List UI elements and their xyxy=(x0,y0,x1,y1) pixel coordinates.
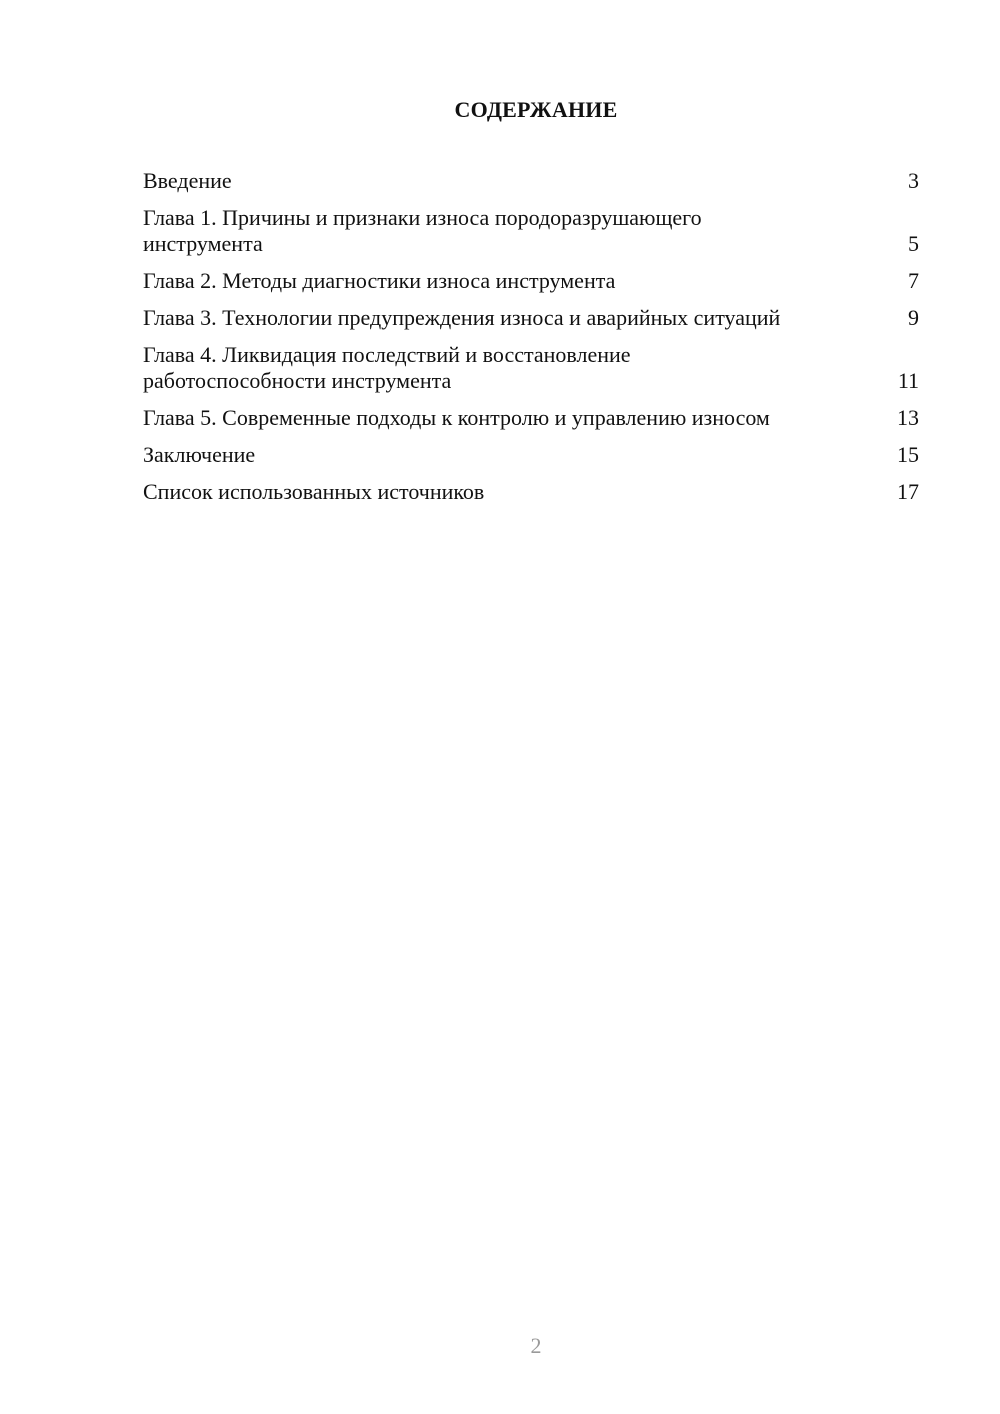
table-of-contents xyxy=(143,168,919,516)
toc-entry-title: Глава 1. Причины и признаки износа породоразрушающего инструмента xyxy=(143,205,702,256)
page-number: 2 xyxy=(530,1333,542,1358)
toc-entry-page-number: 3 xyxy=(908,168,919,193)
toc-entry-chapter-2 xyxy=(143,268,919,294)
toc-entry-page-number: 15 xyxy=(897,442,919,467)
toc-entry-chapter-5 xyxy=(143,405,919,431)
toc-entry-introduction xyxy=(143,168,919,194)
page-title: СОДЕРЖАНИЕ xyxy=(454,97,618,122)
toc-entry-conclusion xyxy=(143,442,919,468)
toc-entry-chapter-1 xyxy=(143,205,919,257)
toc-entry-title: Глава 2. Методы диагностики износа инструмента xyxy=(143,268,616,293)
toc-entry-chapter-3 xyxy=(143,305,919,331)
toc-entry-page-number: 9 xyxy=(908,305,919,330)
toc-entry-title: Введение xyxy=(143,168,232,193)
toc-entry-references xyxy=(143,479,919,505)
toc-entry-page-number: 7 xyxy=(908,268,919,293)
toc-entry-title: Глава 3. Технологии предупреждения износа и аварийных ситуаций xyxy=(143,305,781,330)
toc-entry-page-number: 17 xyxy=(897,479,919,504)
toc-entry-title: Заключение xyxy=(143,442,256,467)
toc-entry-title: Глава 5. Современные подходы к контролю и управлению износом xyxy=(143,405,770,430)
toc-entry-title: Глава 4. Ликвидация последствий и восстановление работоспособности инструмента xyxy=(143,342,631,393)
toc-entry-page-number: 13 xyxy=(897,405,919,430)
toc-entry-title: Список использованных источников xyxy=(143,479,485,504)
toc-entry-page-number: 11 xyxy=(897,368,919,393)
toc-entry-chapter-4 xyxy=(143,342,919,394)
toc-entry-page-number: 5 xyxy=(908,231,919,256)
